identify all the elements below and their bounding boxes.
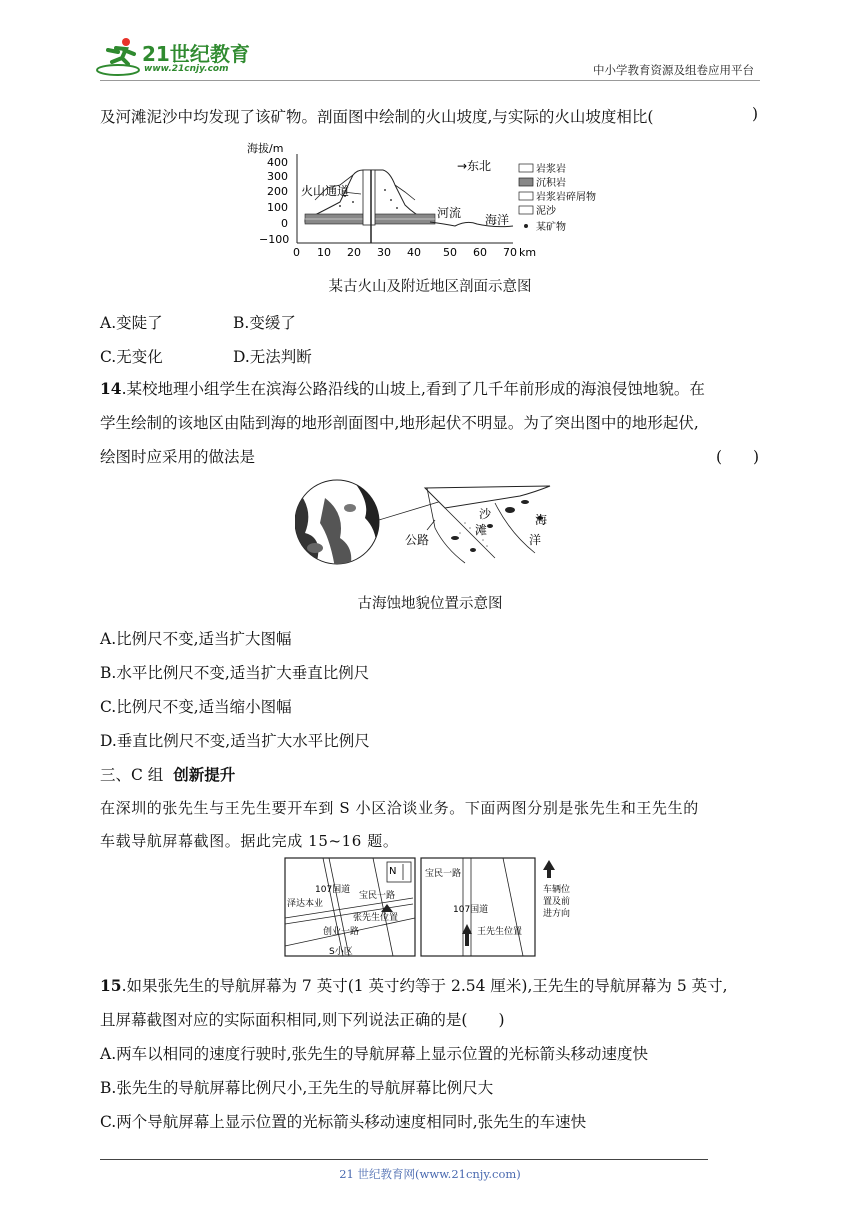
north-label: N xyxy=(389,866,397,877)
legend-sedimentary-rock: 沉积岩 xyxy=(536,178,566,189)
q13-option-b[interactable]: B.变缓了 xyxy=(233,314,296,332)
q15-option-c[interactable]: C.两个导航屏幕上显示位置的光标箭头移动速度相同时,张先生的车速快 xyxy=(100,1113,587,1131)
legend-magmatic-rock: 岩浆岩 xyxy=(536,164,566,175)
logo-runner-icon xyxy=(96,36,144,78)
q15-line1-text: .如果张先生的导航屏幕为 7 英寸(1 英寸约等于 2.54 厘米),王先生的导航屏幕为 5 英寸, xyxy=(121,977,728,995)
q14-option-c[interactable]: C.比例尺不变,适当缩小图幅 xyxy=(100,698,292,716)
legend-line-2: 置及前 xyxy=(543,897,571,907)
x-tick-20: 20 xyxy=(347,246,361,259)
q15-line2: 且屏幕截图对应的实际面积相同,则下列说法正确的是( ) xyxy=(100,1011,505,1029)
legend-line-1: 车辆位 xyxy=(543,885,571,895)
intro-line2: 车载导航屏幕截图。据此完成 15~16 题。 xyxy=(100,832,399,850)
x-tick-50: 50 xyxy=(443,246,457,259)
y-tick-300: 300 xyxy=(267,170,288,183)
q13-text xyxy=(100,105,653,127)
x-tick-60: 60 xyxy=(473,246,487,259)
q15-line1 xyxy=(100,974,728,996)
logo-title: 21世纪教育 xyxy=(142,42,250,66)
y-tick-neg100: −100 xyxy=(259,233,290,246)
q14-option-b[interactable]: B.水平比例尺不变,适当扩大垂直比例尺 xyxy=(100,664,370,682)
volcano-profile-figure xyxy=(245,140,620,265)
q14-line1-text: .某校地理小组学生在滨海公路沿线的山坡上,看到了几千年前形成的海浪侵蚀地貌。在 xyxy=(121,380,705,398)
river-label: 河流 xyxy=(437,206,462,220)
q13-option-a[interactable]: A.变陡了 xyxy=(100,314,163,332)
coastal-erosion-figure xyxy=(295,478,560,576)
q13-figure-caption: 某古火山及附近地区剖面示意图 xyxy=(328,279,532,295)
left-road107-label: 107国道 xyxy=(315,885,351,895)
x-tick-70: 70 xyxy=(503,246,517,259)
sea-label-2: 洋 xyxy=(529,533,542,547)
y-tick-0: 0 xyxy=(281,217,288,230)
y-tick-100: 100 xyxy=(267,201,288,214)
intro-line1: 在深圳的张先生与王先生要开车到 S 小区洽谈业务。下面两图分别是张先生和王先生的 xyxy=(100,799,699,817)
left-chuangye-label: 创业一路 xyxy=(323,927,360,937)
x-unit: km xyxy=(519,246,537,259)
vehicle-direction-arrow-icon xyxy=(543,860,555,878)
q13-option-c[interactable]: C.无变化 xyxy=(100,348,163,366)
y-axis-title: 海拔/m xyxy=(247,142,284,155)
header-rule xyxy=(100,80,760,81)
legend-mineral: 某矿物 xyxy=(536,222,566,233)
right-road107-label: 107国道 xyxy=(453,905,489,915)
header-platform-text: 中小学教育资源及组卷应用平台 xyxy=(593,63,754,77)
logo xyxy=(96,36,266,78)
right-baomin-label: 宝民一路 xyxy=(425,869,462,879)
profile-legend xyxy=(519,162,596,233)
q15-number: 15 xyxy=(100,976,122,995)
x-tick-0: 0 xyxy=(293,246,300,259)
sea-label-1: 海 xyxy=(535,513,548,527)
section3-heading xyxy=(100,763,235,785)
sand-label-2: 滩 xyxy=(475,523,488,537)
q14-line2: 学生绘制的该地区由陆到海的地形剖面图中,地形起伏不明显。为了突出图中的地形起伏, xyxy=(100,414,699,432)
q14-line1 xyxy=(100,377,705,399)
left-zexi-label: 泽达本业 xyxy=(287,899,324,909)
logo-url: www.21cnjy.com xyxy=(144,64,229,74)
x-tick-10: 10 xyxy=(317,246,331,259)
footer-rule xyxy=(100,1159,708,1160)
q14-option-a[interactable]: A.比例尺不变,适当扩大图幅 xyxy=(100,630,292,648)
y-tick-400: 400 xyxy=(267,156,288,169)
y-tick-200: 200 xyxy=(267,185,288,198)
q14-figure-caption: 古海蚀地貌位置示意图 xyxy=(357,596,503,612)
left-zhang-pos-label: 张先生位置 xyxy=(353,913,399,923)
section3-title: 创新提升 xyxy=(173,765,236,784)
q13-option-d[interactable]: D.无法判断 xyxy=(233,348,312,366)
q13-text-body: 及河滩泥沙中均发现了该矿物。剖面图中绘制的火山坡度,与实际的火山坡度相比( xyxy=(100,108,654,126)
q14-line3: 绘图时应采用的做法是 xyxy=(100,448,256,466)
sea-label: 海洋 xyxy=(485,213,510,227)
x-tick-30: 30 xyxy=(377,246,391,259)
navigation-screens-figure xyxy=(283,856,583,958)
right-wang-pos-label: 王先生位置 xyxy=(477,927,523,937)
footer-text[interactable]: 21 世纪教育网(www.21cnjy.com) xyxy=(339,1167,521,1181)
section3-prefix: 三、C 组 xyxy=(100,766,164,784)
q13-paren-close: ) xyxy=(752,105,759,123)
direction-northeast-label: →东北 xyxy=(457,159,492,173)
legend-silt: 泥沙 xyxy=(536,206,556,217)
q14-paren: ( ) xyxy=(716,448,760,466)
volcano-channel-label: 火山通道 xyxy=(301,184,350,198)
left-s-area-label: S小区 xyxy=(329,947,353,957)
q14-number: 14 xyxy=(100,379,122,398)
sand-label-1: 沙 xyxy=(479,507,492,521)
q14-option-d[interactable]: D.垂直比例尺不变,适当扩大水平比例尺 xyxy=(100,732,370,750)
legend-line-3: 进方向 xyxy=(543,909,571,919)
q15-option-b[interactable]: B.张先生的导航屏幕比例尺小,王先生的导航屏幕比例尺大 xyxy=(100,1079,494,1097)
left-baomin-label: 宝民一路 xyxy=(359,891,396,901)
legend-magmatic-debris: 岩浆岩碎屑物 xyxy=(536,192,596,203)
road-label: 公路 xyxy=(405,533,430,547)
q15-option-a[interactable]: A.两车以相同的速度行驶时,张先生的导航屏幕上显示位置的光标箭头移动速度快 xyxy=(100,1045,649,1063)
x-tick-40: 40 xyxy=(407,246,421,259)
